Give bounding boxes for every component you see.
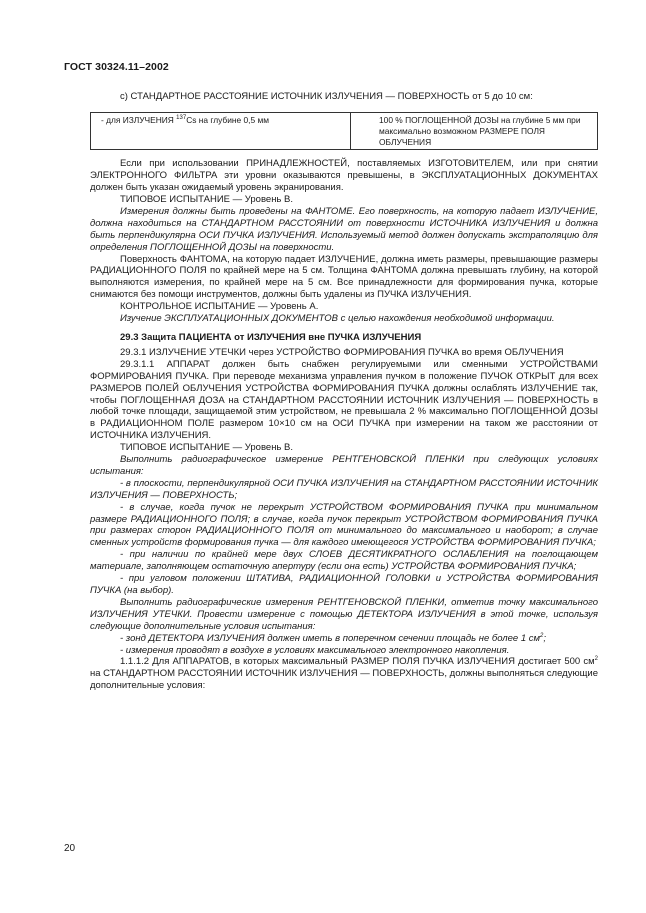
list-item: - измерения проводят в воздухе в условиях максимального электронного накопления. <box>120 644 510 656</box>
document-body <box>90 91 598 692</box>
paragraph-italic: Измерения должны быть проведены на ФАНТОМЕ. Его поверхность, на которую падает ИЗЛУЧЕНИЕ, должна находиться на СТАНДАРТНОМ РАССТОЯНИИ от поверхности ИСТОЧНИКА ИЗЛУЧЕНИЯ и должна быть перпендикулярна ОСИ ПУЧКА ИЗЛУЧЕНИЯ. Используемый метод должен допускать экстраполяцию для определения ПОГЛОЩЕННОЙ ДОЗЫ на поверхности. <box>90 205 598 253</box>
list-item: - в плоскости, перпендикулярной ОСИ ПУЧКА ИЗЛУЧЕНИЯ на СТАНДАРТНОМ РАССТОЯНИИ ИСТОЧНИК ИЗЛУЧЕНИЯ — ПОВЕРХНОСТЬ; <box>90 477 598 501</box>
list-item-text: ; <box>543 632 547 644</box>
paragraph: Поверхность ФАНТОМА, на которую падает ИЗЛУЧЕНИЕ, должна иметь размеры, превышающие размеры РАДИАЦИОННОГО ПОЛЯ по крайней мере на 5 см. Толщина ФАНТОМА должна превышать глубину, на которой выполняются измерения, по крайней мере на 5 см. Все принадлежности для формирования пучка, которые снимаются без помощи инструментов, должны быть удалены из ПУЧКА ИЗЛУЧЕНИЯ. <box>90 253 598 301</box>
paragraph: Если при использовании ПРИНАДЛЕЖНОСТЕЙ, поставляемых ИЗГОТОВИТЕЛЕМ, или при снятии ЭЛЕКТРОННОГО ФИЛЬТРА эти уровни оказываются превышены, в ЭКСПЛУАТАЦИОННЫХ ДОКУМЕНТАХ должен быть указан ожидаемый уровень экранирования. <box>90 158 598 194</box>
paragraph-italic: Выполнить радиографические измерения РЕНТГЕНОВСКОЙ ПЛЕНКИ, отметив точку максимального ИЗЛУЧЕНИЯ УТЕЧКИ. Провести измерение с помощью ДЕТЕКТОРА ИЗЛУЧЕНИЯ в этой точке, используя следующие дополнительные условия испытания: <box>90 596 598 632</box>
list-item: - в случае, когда пучок не перекрыт УСТРОЙСТВОМ ФОРМИРОВАНИЯ ПУЧКА при минимальном размере РАДИАЦИОННОГО ПОЛЯ; в случае, когда пучок перекрыт УСТРОЙСТВОМ ФОРМИРОВАНИЯ ПУЧКА при размерах сторон РАДИАЦИОННОГО ПОЛЯ от минимального до максимального и наоборот; в случае сменных устройств формирования пучка — для каждого имеющегося УСТРОЙСТВА ФОРМИРОВАНИЯ ПУЧКА; <box>90 501 598 549</box>
section-heading-29-3: 29.3 Защита ПАЦИЕНТА от ИЗЛУЧЕНИЯ вне ПУЧКА ИЗЛУЧЕНИЯ <box>120 331 422 343</box>
isotope-superscript: 137 <box>176 115 187 122</box>
test-level-label: ТИПОВОЕ ИСПЫТАНИЕ — Уровень В. <box>120 442 293 454</box>
table-row <box>91 112 598 149</box>
list-item <box>90 633 598 645</box>
paragraph-italic: Изучение ЭКСПЛУАТАЦИОННЫХ ДОКУМЕНТОВ с целью нахождения необходимой информации. <box>120 313 555 325</box>
paragraph <box>90 656 598 692</box>
list-item-text: - зонд ДЕТЕКТОРА ИЗЛУЧЕНИЯ должен иметь в поперечном сечении площадь не более 1 см <box>120 632 541 644</box>
table-cell-text: - для ИЗЛУЧЕНИЯ <box>101 114 177 125</box>
page-number: 20 <box>64 843 76 854</box>
dose-table <box>90 112 598 150</box>
table-cell-source <box>91 112 351 149</box>
table-cell-dose: 100 % ПОГЛОЩЕННОЙ ДОЗЫ на глубине 5 мм при максимально возможном РАЗМЕРЕ ПОЛЯ ОБЛУЧЕНИЯ <box>351 112 598 149</box>
paragraph-c: с) СТАНДАРТНОЕ РАССТОЯНИЕ ИСТОЧНИК ИЗЛУЧЕНИЯ — ПОВЕРХНОСТЬ от 5 до 10 см: <box>120 91 533 102</box>
paragraph-text: на СТАНДАРТНОМ РАССТОЯНИИ ИСТОЧНИК ИЗЛУЧЕНИЯ — ПОВЕРХНОСТЬ, должны выполняться следующие дополнительные условия: <box>90 668 598 692</box>
paragraph-text: 1.1.1.2 Для АППАРАТОВ, в которых максимальный РАЗМЕР ПОЛЯ ПУЧКА ИЗЛУЧЕНИЯ достигает 500 см <box>120 656 595 668</box>
table-cell-text: Cs на глубине 0,5 мм <box>186 114 269 125</box>
paragraph-italic: Выполнить радиографическое измерение РЕНТГЕНОВСКОЙ ПЛЕНКИ при следующих условиях испытания: <box>90 454 598 477</box>
paragraph: 29.3.1.1 АППАРАТ должен быть снабжен регулируемыми или сменными УСТРОЙСТВАМИ ФОРМИРОВАНИЯ ПУЧКА. При переводе механизма управления пучком в положение ПУЧОК ОТКРЫТ для всех РАЗМЕРОВ ПОЛЕЙ ОБЛУЧЕНИЯ УСТРОЙСТВА ФОРМИРОВАНИЯ ПУЧКА должны ослаблять ИЗЛУЧЕНИЕ так, чтобы ПОГЛОЩЕННАЯ ДОЗА на СТАНДАРТНОМ РАССТОЯНИИ ИСТОЧНИК ИЗЛУЧЕНИЯ — ПОВЕРХНОСТЬ в любой точке площади, защищаемой этим устройством, не превышала 2 % максимально ПОГЛОЩЕННОЙ ДОЗЫ в РАДИАЦИОННОМ ПОЛЕ размером 10×10 см на ОСИ ПУЧКА при измерении на таком же расстоянии от ИСТОЧНИКА ИЗЛУЧЕНИЯ. <box>90 358 598 442</box>
test-level-label: ТИПОВОЕ ИСПЫТАНИЕ — Уровень В. <box>120 194 293 206</box>
paragraph: 29.3.1 ИЗЛУЧЕНИЕ УТЕЧКИ через УСТРОЙСТВО ФОРМИРОВАНИЯ ПУЧКА во время ОБЛУЧЕНИЯ <box>120 346 564 358</box>
unit-superscript: 2 <box>594 656 598 663</box>
test-level-label: КОНТРОЛЬНОЕ ИСПЫТАНИЕ — Уровень А. <box>120 301 319 313</box>
document-header: ГОСТ 30324.11–2002 <box>64 61 169 73</box>
list-item: - при угловом положении ШТАТИВА, РАДИАЦИОННОЙ ГОЛОВКИ и УСТРОЙСТВА ФОРМИРОВАНИЯ ПУЧКА (на выбор). <box>90 573 598 597</box>
unit-superscript: 2 <box>540 632 544 639</box>
list-item: - при наличии по крайней мере двух СЛОЕВ ДЕСЯТИКРАТНОГО ОСЛАБЛЕНИЯ на поглощающем материале, заполняющем остаточную апертуру (если она есть) УСТРОЙСТВА ФОРМИРОВАНИЯ ПУЧКА; <box>90 549 598 573</box>
